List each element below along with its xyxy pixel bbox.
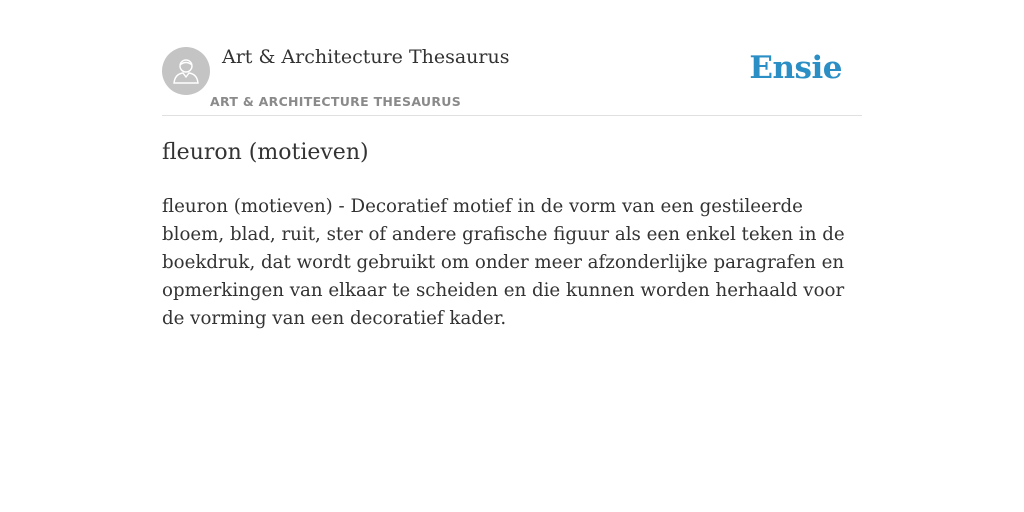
article-card bbox=[162, 0, 862, 512]
article-body: fleuron (motieven) - Decoratief motief in de vorm van een gestileerde bloem, blad, ruit, ster of andere grafische figuur als een enkel teken in de boekdruk, dat wordt gebruikt om onder meer afzonderlijke paragrafen en opmerkingen van elkaar te scheiden en die kunnen worden herhaald voor de vorming van een decoratief kader. bbox=[162, 196, 845, 329]
brand-logo[interactable]: Ensie bbox=[749, 50, 842, 86]
author-avatar[interactable] bbox=[162, 47, 210, 95]
article-title: fleuron (motieven) bbox=[162, 140, 369, 165]
source-label[interactable]: ART & ARCHITECTURE THESAURUS bbox=[210, 94, 462, 109]
user-avatar-icon bbox=[171, 56, 201, 86]
author-name[interactable]: Art & Architecture Thesaurus bbox=[222, 46, 510, 68]
article-header bbox=[162, 0, 862, 116]
